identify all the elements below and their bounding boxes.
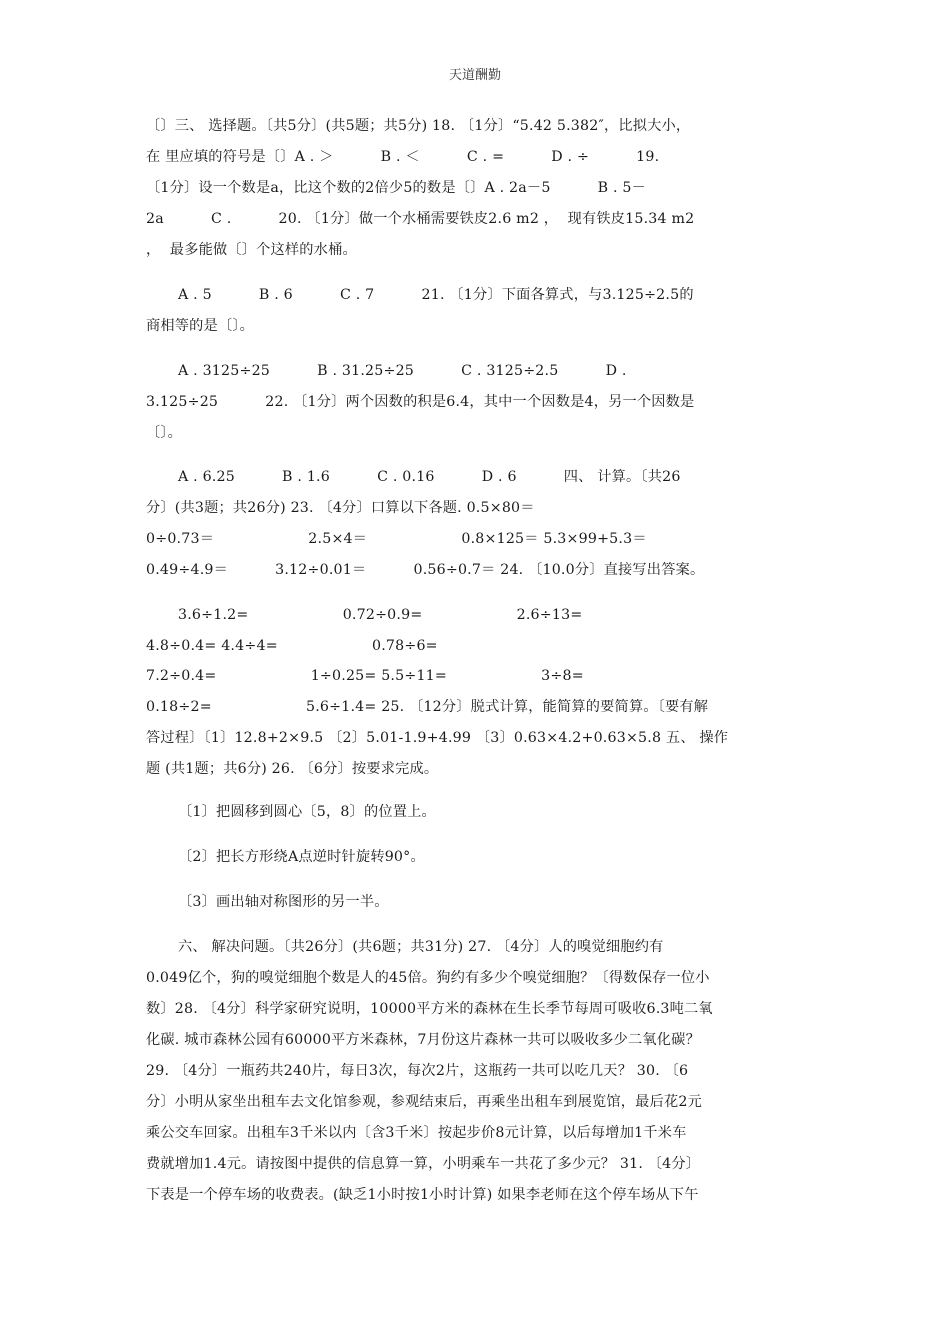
- text-line: 费就增加1.4元。请按图中提供的信息算一算，小明乘车一共花了多少元？ 31. 〔4分〕: [146, 1156, 701, 1172]
- text-line: 下表是一个停车场的收费表。(缺乏1小时按1小时计算) 如果李老师在这个停车场从下午: [146, 1187, 699, 1203]
- text-line: 4.8÷0.4= 4.4÷4= 0.78÷6=: [146, 638, 438, 654]
- text-line: 0.49÷4.9＝ 3.12÷0.01＝ 0.56÷0.7＝ 24. 〔10.0分〕直接写出答案。: [146, 562, 705, 578]
- text-line: 在 里应填的符号是〔〕A . ＞ B . ＜ C . = D . ÷ 19.: [146, 149, 660, 165]
- text-line: 乘公交车回家。出租车3千米以内〔含3千米〕按起步价8元计算，以后每增加1千米车: [146, 1125, 687, 1141]
- text-line: ， 最多能做〔〕个这样的水桶。: [146, 242, 357, 258]
- text-line: 29. 〔4分〕一瓶药共240片，每日3次，每次2片，这瓶药一共可以吃几天？ 30. 〔6: [146, 1063, 689, 1079]
- text-line: 〔2〕把长方形绕A点逆时针旋转90°。: [178, 849, 425, 865]
- text-line: 数〕28. 〔4分〕科学家研究说明，10000平方米的森林在生长季节每周可吸收6.3吨二氧: [146, 1001, 713, 1017]
- text-line: 2a C . 20. 〔1分〕做一个水桶需要铁皮2.6 m2 ， 现有铁皮15.34 m2: [146, 211, 695, 227]
- text-line: 分〕小明从家坐出租车去文化馆参观，参观结束后，再乘坐出租车到展览馆，最后花2元: [146, 1094, 702, 1110]
- text-line: A . 6.25 B . 1.6 C . 0.16 D . 6 四、 计算。〔共26: [178, 469, 681, 485]
- text-line: 答过程〕〔1〕12.8+2×9.5 〔2〕5.01-1.9+4.99 〔3〕0.63×4.2+0.63×5.8 五、 操作: [146, 730, 729, 746]
- page-header: 天道酬勤: [448, 68, 501, 83]
- text-line: A . 5 B . 6 C . 7 21. 〔1分〕下面各算式，与3.125÷2.5的: [178, 287, 694, 303]
- text-line: 〔〕三、 选择题。〔共5分〕(共5题；共5分) 18. 〔1分〕“5.42 5.382″，比拟大小，: [146, 118, 691, 134]
- text-line: 分〕(共3题；共26分) 23. 〔4分〕口算以下各题. 0.5×80＝: [146, 500, 535, 516]
- text-line: 〔1分〕设一个数是a，比这个数的2倍少5的数是〔〕A . 2a－5 B . 5－: [146, 180, 647, 196]
- text-line: 题 (共1题；共6分) 26. 〔6分〕按要求完成。: [146, 761, 439, 777]
- text-line: 〔1〕把圆移到圆心〔5，8〕的位置上。: [178, 804, 436, 820]
- text-line: 0÷0.73＝ 2.5×4＝ 0.8×125＝ 5.3×99+5.3＝: [146, 531, 647, 547]
- text-line: 六、 解决问题。〔共26分〕(共6题；共31分) 27. 〔4分〕人的嗅觉细胞约有: [178, 939, 664, 955]
- text-line: 商相等的是〔〕。: [146, 318, 255, 334]
- text-line: 7.2÷0.4= 1÷0.25= 5.5÷11= 3÷8=: [146, 668, 584, 684]
- text-line: 0.18÷2= 5.6÷1.4= 25. 〔12分〕脱式计算，能简算的要简算。〔要有解: [146, 699, 709, 715]
- text-line: A . 3125÷25 B . 31.25÷25 C . 3125÷2.5 D .: [178, 363, 627, 379]
- text-line: 3.125÷25 22. 〔1分〕两个因数的积是6.4，其中一个因数是4，另一个因数是: [146, 394, 695, 410]
- text-line: 〔〕。: [146, 425, 183, 441]
- text-line: 化碳. 城市森林公园有60000平方米森林，7月份这片森林一共可以吸收多少二氧化碳？: [146, 1032, 700, 1048]
- text-line: 〔3〕画出轴对称图形的另一半。: [178, 894, 389, 910]
- text-line: 3.6÷1.2= 0.72÷0.9= 2.6÷13=: [178, 607, 583, 623]
- text-line: 0.049亿个，狗的嗅觉细胞个数是人的45倍。狗约有多少个嗅觉细胞？〔得数保存一位小: [146, 970, 710, 986]
